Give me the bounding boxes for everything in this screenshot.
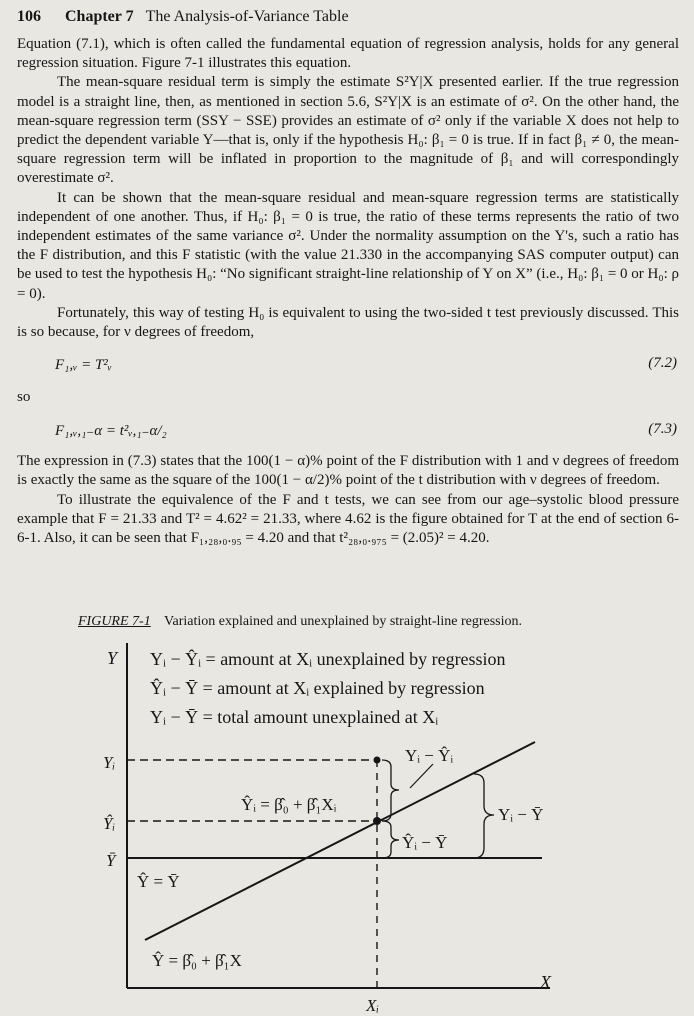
- tick-label-xi: Xᵢ: [366, 996, 380, 1015]
- paragraph-3: It can be shown that the mean-square residual and mean-square regression terms are statistically independent of one another. Thus, if H₀: β₁ = 0 is true, the ratio of these terms represents the ratio of two independent estimates of the same variance σ². Under the normality assumption on the Y's, such a ratio has the F distribution, and this F statistic (with the value 21.330 in the accompanying SAS computer output) can be used to test the hypothesis H₀: “No significant straight-line relationship of Y on X” (i.e., H₀: β₁ = 0 or H₀: ρ = 0).: [17, 189, 680, 302]
- tick-label-ybar: Ȳ: [106, 851, 116, 870]
- paragraph-4: Fortunately, this way of testing H₀ is equivalent to using the two-sided t test previously discussed. This is so because, for ν degrees of freedom,: [17, 304, 679, 341]
- connective-so: so: [17, 389, 31, 406]
- equation-7-3-number: (7.3): [648, 421, 677, 438]
- label-total: Yᵢ − Ȳ: [498, 805, 544, 824]
- paragraph-2: The mean-square residual term is simply the estimate S²Y|X presented earlier. If the true regression model is a straight line, then, as mentioned in section 5.6, S²Y|X is an estimate of σ². On the other hand, the mean-square regression term (SSY − SSE) provides an estimate of σ² only if the variable X does not help to predict the dependent variable Y—that is, only if the hypothesis H₀: β₁ = 0 is true. If in fact β₁ ≠ 0, the mean-square regression term will be inflated in proportion to the magnitude of β₁ and will correspondingly overestimate σ².: [17, 74, 679, 187]
- legend-unexplained: Yᵢ − Ŷᵢ = amount at Xᵢ unexplained by regression: [150, 649, 506, 669]
- equation-7-3-body: F₁,ᵥ,₁₋α = t²ᵥ,₁₋α/₂: [55, 423, 167, 440]
- x-axis-label: X: [540, 972, 551, 992]
- figure-label: FIGURE 7-1: [78, 614, 151, 629]
- label-explained: Ŷᵢ − Ȳ: [402, 833, 448, 852]
- paragraph-5: The expression in (7.3) states that the 100(1 − α)% point of the F distribution with 1 and ν degrees of freedom is exactly the same as the square of the 100(1 − α/2)% point of the t distribution with ν degrees of freedom.: [17, 453, 679, 489]
- fitted-point: [373, 817, 381, 825]
- tick-label-yi: Yᵢ: [103, 753, 116, 772]
- label-regression-line: Ŷ = β̂₀ + β̂₁X: [152, 951, 242, 970]
- legend-total: Yᵢ − Ȳ = total amount unexplained at Xᵢ: [150, 707, 439, 727]
- page-number: 106: [17, 8, 41, 25]
- legend-explained: Ŷᵢ − Ȳ = amount at Xᵢ explained by regression: [150, 678, 485, 698]
- figure-caption-text: Variation explained and unexplained by straight-line regression.: [163, 614, 523, 629]
- label-mean-line: Ŷ = Ȳ: [137, 872, 180, 891]
- regression-line: [145, 742, 535, 940]
- paragraph-6: To illustrate the equivalence of the F and t tests, we can see from our age–systolic blood pressure example that F = 21.33 and T² = 4.62² = 21.33, where 4.62 is the figure obtained for T at the end of section 6-6-1. Also, it can be seen that F₁,₂₈,₀.₉₅ = 4.20 and that t²₂₈,₀.₉₇₅ = (2.05)² = 4.20.: [17, 491, 679, 547]
- observed-point: [374, 757, 381, 764]
- unexplained-pointer: [410, 764, 433, 788]
- label-unexplained: Yᵢ − Ŷᵢ: [405, 746, 454, 765]
- chapter-label: Chapter 7: [65, 8, 134, 25]
- chapter-title: The Analysis-of-Variance Table: [145, 8, 349, 25]
- y-axis-label: Y: [107, 648, 118, 668]
- label-fitted-point: Ŷᵢ = β̂₀ + β̂₁Xᵢ: [241, 795, 337, 814]
- paragraph-1: Equation (7.1), which is often called the fundamental equation of regression analysis, holds for any general regression situation. Figure 7-1 illustrates this equation.: [17, 36, 679, 72]
- equation-7-2-number: (7.2): [648, 355, 677, 372]
- brace-total: [474, 774, 494, 858]
- brace-explained: [382, 821, 399, 858]
- tick-label-yhat: Ŷᵢ: [103, 814, 116, 833]
- equation-7-2-body: F₁,ᵥ = T²ᵥ: [55, 357, 112, 374]
